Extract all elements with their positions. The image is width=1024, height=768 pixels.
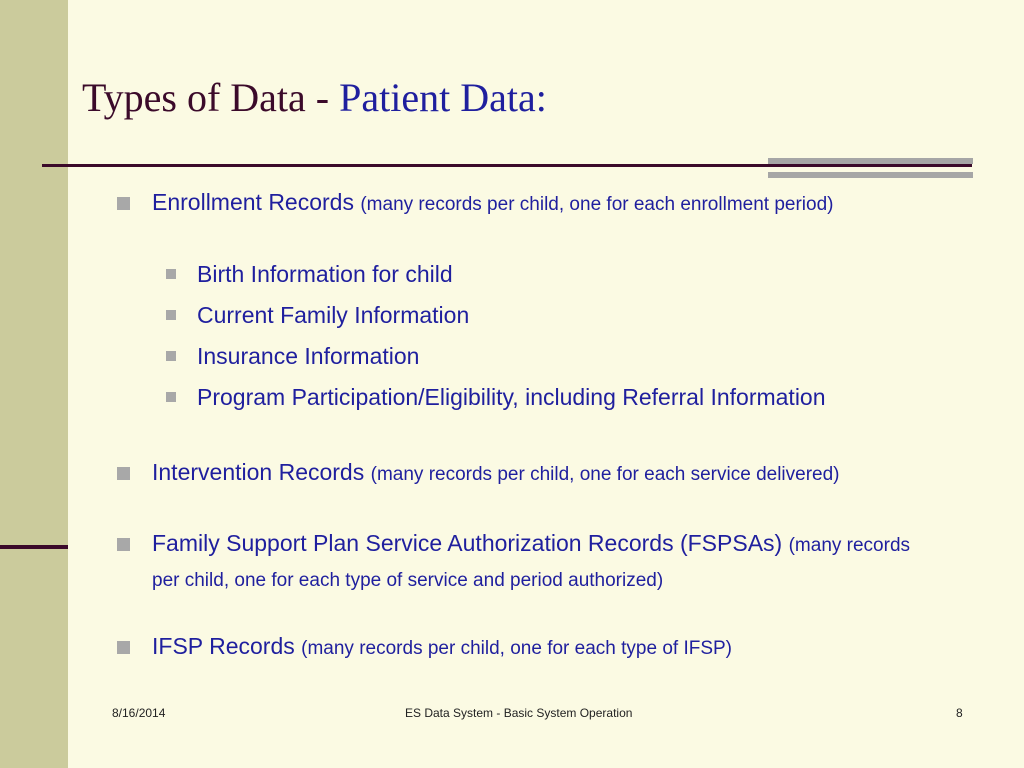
bullet-square-icon — [117, 641, 130, 654]
list-subitem — [197, 380, 847, 414]
list-subitem — [197, 339, 897, 373]
list-item — [152, 186, 972, 221]
subitem-label: Insurance Information — [197, 343, 420, 369]
item-note: (many records per child, one for each service delivered) — [370, 464, 840, 485]
footer-page-number: 8 — [956, 706, 963, 720]
bullet-square-icon — [166, 269, 176, 279]
item-note: (many records per child, one for each type of IFSP) — [301, 638, 732, 659]
item-label: Family Support Plan Service Authorization Records (FSPSAs) — [152, 530, 783, 556]
subitem-label: Birth Information for child — [197, 261, 453, 287]
item-label: Intervention Records — [152, 459, 365, 485]
list-subitem — [197, 257, 897, 291]
item-note: (many records per child, one for each type of service and period authorized) — [152, 535, 911, 591]
bullet-square-icon — [166, 392, 176, 402]
subitem-label: Current Family Information — [197, 302, 470, 328]
list-item — [152, 527, 942, 597]
bullet-square-icon — [166, 351, 176, 361]
subitem-label: Program Participation/Eligibility, including Referral Information — [197, 384, 826, 410]
item-label: IFSP Records — [152, 633, 295, 659]
item-note: (many records per child, one for each enrollment period) — [360, 194, 834, 215]
title-main: Types of Data - — [82, 75, 340, 120]
list-item — [152, 630, 972, 665]
footer-date: 8/16/2014 — [112, 706, 166, 720]
bullet-square-icon — [117, 467, 130, 480]
footer-title: ES Data System - Basic System Operation — [405, 706, 633, 720]
list-subitem — [197, 298, 897, 332]
list-item — [152, 456, 972, 491]
bullet-square-icon — [117, 538, 130, 551]
title-sub: Patient Data: — [339, 75, 547, 120]
item-label: Enrollment Records — [152, 189, 354, 215]
bullet-square-icon — [117, 197, 130, 210]
bullet-square-icon — [166, 310, 176, 320]
